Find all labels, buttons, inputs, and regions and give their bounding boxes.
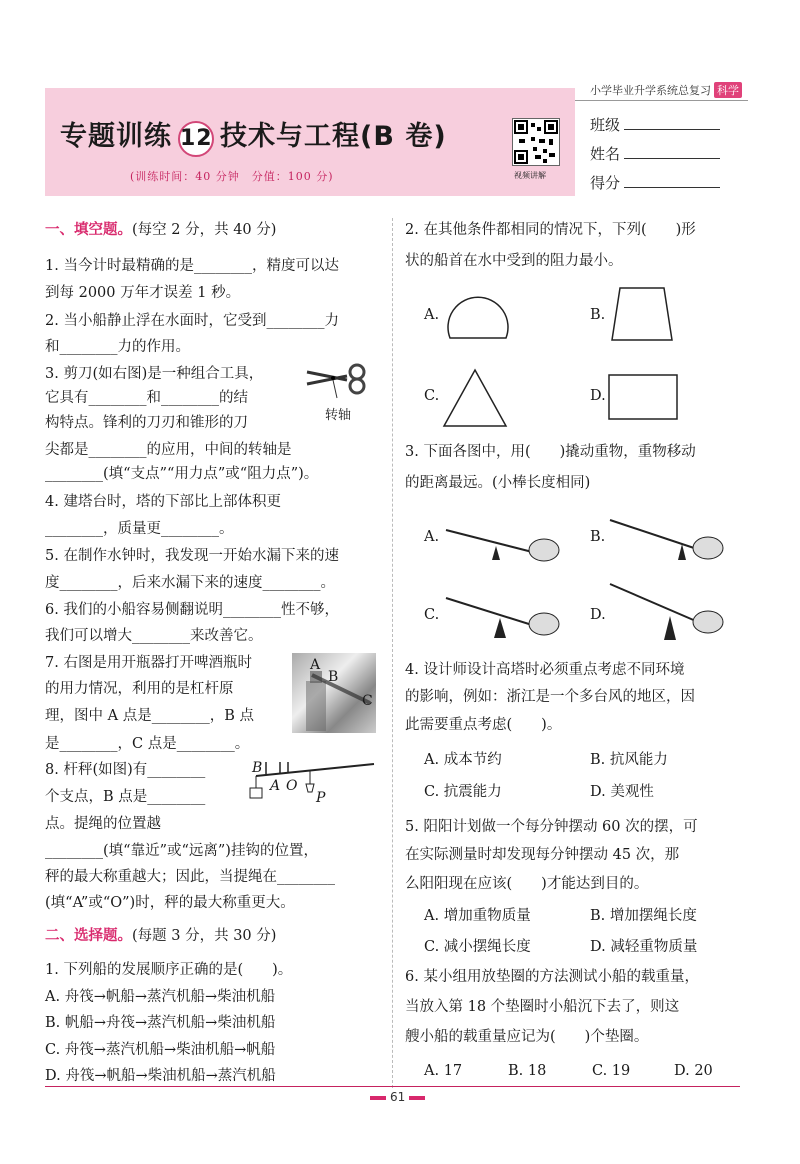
q2-line2: 和________力的作用。 [45, 339, 190, 355]
c2-option-a[interactable]: A. [424, 307, 440, 323]
rectangle-shape [608, 374, 678, 420]
c4-line2: 的影响，例如：浙江是一个多台风的地区，因 [405, 689, 695, 705]
c4-option-d[interactable]: D. 美观性 [590, 784, 654, 800]
class-field: 班级 [590, 114, 720, 135]
name-field: 姓名 [590, 143, 720, 164]
column-divider [392, 218, 393, 1088]
q7-line1: 7. 右图是用开瓶器打开啤酒瓶时 [45, 655, 252, 671]
q3-line1: 3. 剪刀(如右图)是一种组合工具， [45, 366, 264, 382]
c6-option-d[interactable]: D. 20 [674, 1063, 713, 1079]
q8-line5: 秤的最大称重越大；因此，当提绳在________ [45, 869, 335, 885]
q5-line1: 5. 在制作水钟时，我发现一开始水漏下来的速 [45, 548, 339, 564]
q6-line2: 我们可以增大________来改善它。 [45, 628, 263, 644]
subtitle: (训练时间：40 分钟 分值：100 分) [130, 170, 334, 183]
c5-option-c[interactable]: C. 减小摆绳长度 [424, 939, 531, 955]
c6-line3: 艘小船的载重量应记为( )个垫圈。 [405, 1029, 649, 1045]
q7-line3: 理，图中 A 点是________，B 点 [45, 708, 254, 724]
c5-line2: 在实际测量时却发现每分钟摆动 45 次，那 [405, 847, 680, 863]
q5-line2: 度________，后来水漏下来的速度________。 [45, 575, 335, 591]
lever-b-figure [608, 516, 728, 566]
c6-line1: 6. 某小组用放垫圈的方法测试小船的载重量， [405, 969, 699, 985]
c1-option-d[interactable]: D. 舟筏→帆船→柴油机船→蒸汽机船 [45, 1068, 276, 1084]
c1-option-a[interactable]: A. 舟筏→帆船→蒸汽机船→柴油机船 [45, 989, 276, 1005]
c6-option-c[interactable]: C. 19 [592, 1063, 631, 1079]
c4-option-a[interactable]: A. 成本节约 [424, 752, 502, 768]
q8-line2: 个支点，B 点是________ [45, 789, 206, 805]
c5-line3: 么阳阳现在应该( )才能达到目的。 [405, 876, 649, 892]
c5-option-b[interactable]: B. 增加摆绳长度 [590, 908, 697, 924]
q3-line5: ________(填“支点”“用力点”或“阻力点”)。 [45, 466, 319, 482]
c3-option-c[interactable]: C. [424, 607, 440, 623]
q7-line2: 的用力情况，利用的是杠杆原 [45, 681, 234, 697]
c5-line1: 5. 阳阳计划做一个每分钟摆动 60 次的摆，可 [405, 819, 698, 835]
bottle-opener-photo [292, 653, 376, 733]
page-title: 专题训练 12 技术与工程(B 卷) [60, 114, 447, 157]
q8-line3: 点。提绳的位置越 [45, 816, 161, 832]
c4-option-b[interactable]: B. 抗风能力 [590, 752, 668, 768]
q8-line6: (填“A”或“O”)时，秤的最大称重更大。 [45, 895, 295, 911]
q7-line4: 是________，C 点是________。 [45, 736, 250, 752]
c4-line3: 此需要重点考虑( )。 [405, 717, 562, 733]
q6-line1: 6. 我们的小船容易侧翻说明________性不够， [45, 602, 339, 618]
qr-code-icon[interactable] [512, 118, 560, 166]
c4-line1: 4. 设计师设计高塔时必须重点考虑不同环境 [405, 662, 685, 678]
q8-line1: 8. 杆秤(如图)有________ [45, 762, 206, 778]
q1-line1: 1. 当今计时最精确的是________，精度可以达 [45, 258, 339, 274]
lever-c-figure [444, 594, 564, 646]
triangle-shape [442, 368, 508, 428]
opener-label-c: C [362, 693, 373, 709]
opener-label-a: A [310, 657, 321, 673]
title-number-badge: 12 [178, 121, 214, 157]
q4-line1: 4. 建塔台时，塔的下部比上部体积更 [45, 494, 281, 510]
c5-option-d[interactable]: D. 减轻重物质量 [590, 939, 698, 955]
steelyard-label-a: A [270, 778, 281, 794]
lever-d-figure [608, 582, 728, 646]
steelyard-figure [242, 760, 378, 806]
c2-line1: 2. 在其他条件都相同的情况下，下列( )形 [405, 222, 696, 238]
c1-option-b[interactable]: B. 帆船→舟筏→蒸汽机船→柴油机船 [45, 1015, 276, 1031]
steelyard-label-p: P [316, 790, 326, 806]
c1-stem: 1. 下列船的发展顺序正确的是( )。 [45, 962, 293, 978]
semicircle-shape [444, 288, 512, 342]
c1-option-c[interactable]: C. 舟筏→蒸汽机船→柴油机船→帆船 [45, 1042, 276, 1058]
c2-option-c[interactable]: C. [424, 388, 440, 404]
score-blank[interactable] [624, 173, 720, 188]
c3-option-d[interactable]: D. [590, 607, 606, 623]
section2-heading: 二、选择题。(每题 3 分，共 30 分) [45, 928, 277, 944]
score-field: 得分 [590, 172, 720, 193]
footer-rule [45, 1086, 740, 1087]
c3-line1: 3. 下面各图中，用( )撬动重物，重物移动 [405, 444, 696, 460]
c5-option-a[interactable]: A. 增加重物质量 [424, 908, 531, 924]
opener-label-b: B [328, 669, 339, 685]
page-number: 61 [366, 1090, 429, 1104]
c6-option-b[interactable]: B. 18 [508, 1063, 547, 1079]
series-title: 小学毕业升学系统总复习 科学 [590, 82, 742, 98]
qr-label: 视频讲解 [514, 171, 546, 180]
c2-line2: 状的船首在水中受到的阻力最小。 [405, 253, 623, 269]
lever-a-figure [444, 520, 564, 566]
c6-line2: 当放入第 18 个垫圈时小船沉下去了，则这 [405, 999, 680, 1015]
c2-option-d[interactable]: D. [590, 388, 606, 404]
c3-line2: 的距离最远。(小棒长度相同) [405, 475, 591, 491]
c6-option-a[interactable]: A. 17 [424, 1063, 463, 1079]
c4-option-c[interactable]: C. 抗震能力 [424, 784, 502, 800]
c3-option-a[interactable]: A. [424, 529, 440, 545]
top-rule [572, 100, 748, 101]
c2-option-b[interactable]: B. [590, 307, 606, 323]
subject-tag: 科学 [714, 82, 742, 98]
name-blank[interactable] [624, 144, 720, 159]
steelyard-label-o: O [286, 778, 298, 794]
section1-heading: 一、填空题。(每空 2 分，共 40 分) [45, 222, 277, 238]
class-blank[interactable] [624, 115, 720, 130]
q3-line4: 尖都是________的应用，中间的转轴是 [45, 442, 292, 458]
scissors-figure [303, 362, 373, 423]
q3-line3: 构特点。锋利的刀刃和锥形的刀 [45, 415, 248, 431]
q3-line2: 它具有________和________的结 [45, 390, 248, 406]
steelyard-label-b: B [252, 760, 263, 776]
c3-option-b[interactable]: B. [590, 529, 606, 545]
q1-line2: 到每 2000 万年才误差 1 秒。 [45, 285, 241, 301]
q2-line1: 2. 当小船静止浮在水面时，它受到________力 [45, 313, 339, 329]
trapezoid-shape [606, 286, 678, 342]
pivot-label: 转轴 [325, 408, 352, 423]
q8-line4: ________(填“靠近”或“远离”)挂钩的位置， [45, 843, 318, 859]
q4-line2: ________，质量更________。 [45, 521, 234, 537]
